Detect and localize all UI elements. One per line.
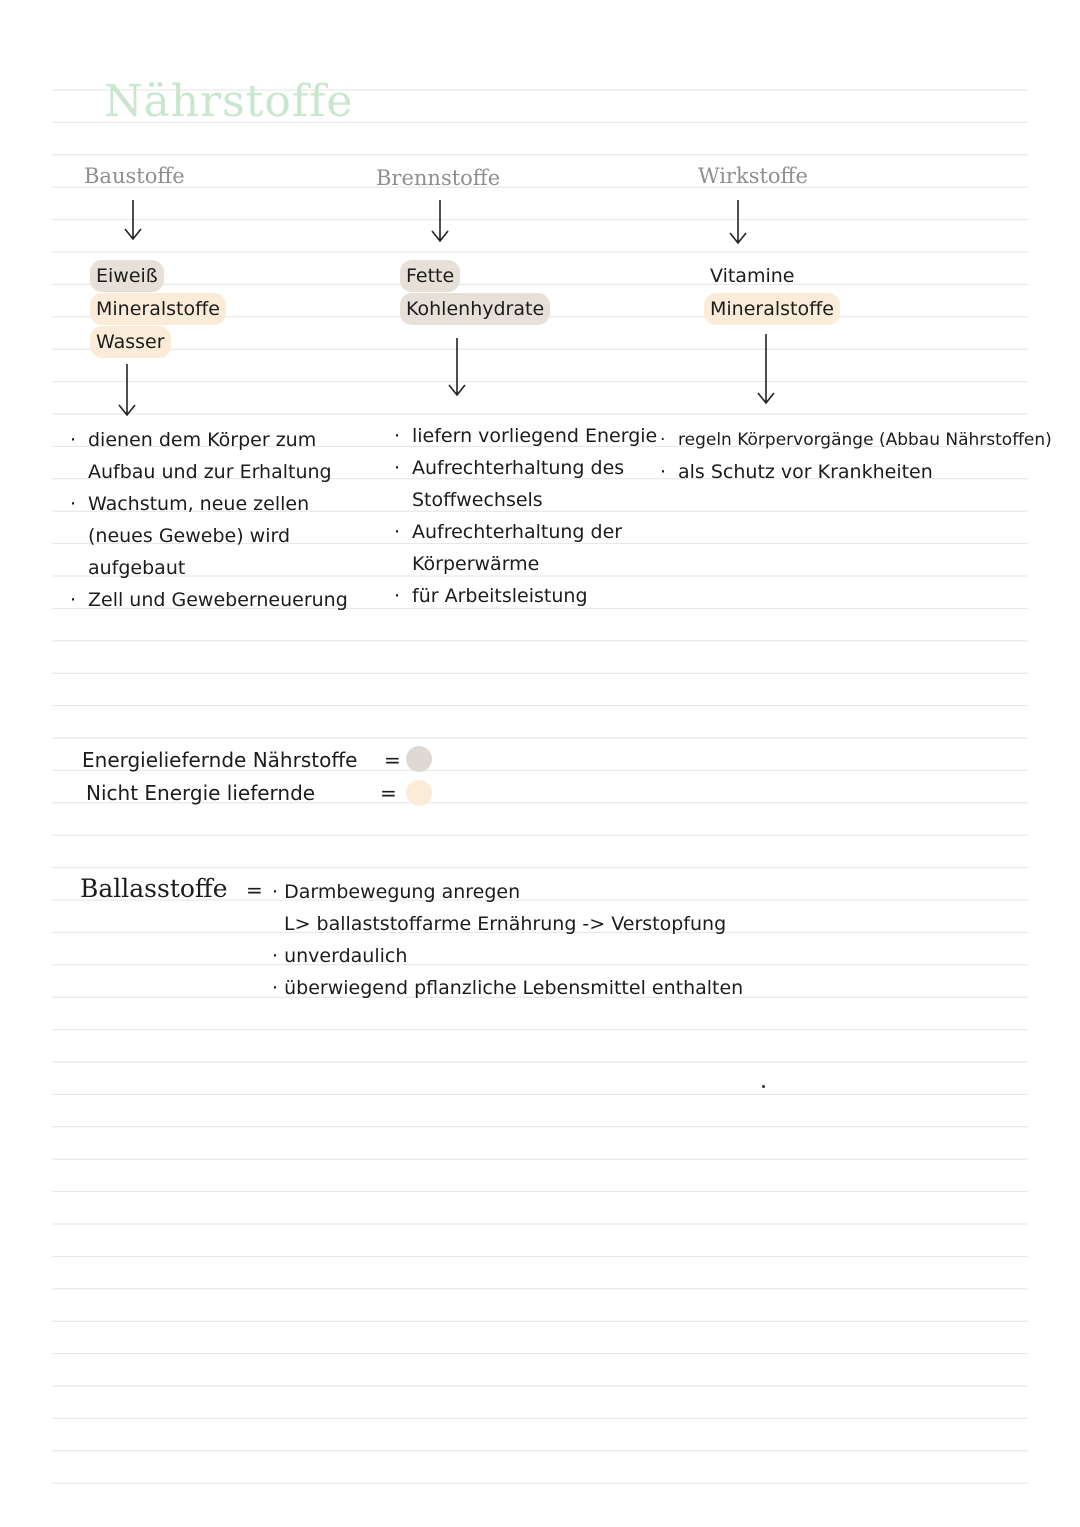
down-arrow-icon	[122, 198, 144, 242]
brennstoffe-notes	[390, 420, 660, 612]
legend-label-non-energy: Nicht Energie liefernde	[86, 781, 316, 805]
ballast-point: · Darmbewegung anregen	[272, 881, 521, 903]
ballast-point-text: überwiegend pflanzliche Lebensmittel enthalten	[284, 977, 744, 999]
ballast-point-text: unverdaulich	[284, 945, 408, 967]
note-item: · als Schutz vor Krankheiten	[656, 456, 1056, 488]
legend-equals: =	[380, 781, 397, 805]
ballast-term: Ballasstoffe	[80, 874, 228, 903]
ballast-point: · überwiegend pflanzliche Lebensmittel enthalten	[272, 977, 744, 999]
item-wasser: Wasser	[90, 326, 171, 358]
heading-baustoffe: Baustoffe	[84, 164, 185, 188]
legend-swatch-grey	[406, 746, 432, 772]
heading-brennstoffe: Brennstoffe	[376, 166, 501, 190]
item-mineralstoffe: Mineralstoffe	[90, 293, 226, 325]
note-item: · regeln Körpervorgänge (Abbau Nährstoffen)	[656, 424, 1056, 456]
heading-wirkstoffe: Wirkstoffe	[698, 164, 808, 188]
item-eiweiss: Eiweiß	[90, 260, 164, 292]
note-item: · Zell und Geweberneuerung	[66, 584, 356, 616]
down-arrow-icon	[429, 198, 451, 244]
item-kohlenhydrate: Kohlenhydrate	[400, 293, 550, 325]
ballast-arrow-note: L> ballaststoffarme Ernährung -> Verstopfung	[284, 913, 727, 935]
legend-equals: =	[384, 748, 401, 772]
wirkstoffe-notes	[656, 424, 1056, 488]
ink-dot	[762, 1085, 765, 1088]
legend-swatch-peach	[406, 780, 432, 806]
note-item: · Aufrechterhaltung der Körperwärme	[390, 516, 660, 580]
legend-label-energy: Energieliefernde Nährstoffe	[82, 748, 358, 772]
note-item: · liefern vorliegend Energie	[390, 420, 660, 452]
down-arrow-icon	[727, 198, 749, 246]
baustoffe-notes	[66, 424, 356, 616]
item-mineralstoffe-wirk: Mineralstoffe	[704, 293, 840, 325]
down-arrow-icon	[446, 336, 468, 398]
note-item: · Aufrechterhaltung des Stoffwechsels	[390, 452, 660, 516]
note-item: · für Arbeitsleistung	[390, 580, 660, 612]
down-arrow-icon	[116, 362, 138, 418]
item-fette: Fette	[400, 260, 460, 292]
note-item: · dienen dem Körper zum Aufbau und zur Erhaltung	[66, 424, 356, 488]
ballast-point-text: Darmbewegung anregen	[284, 881, 521, 903]
page-title: Nährstoffe	[104, 76, 354, 127]
ballast-point: · unverdaulich	[272, 945, 408, 967]
note-item: · Wachstum, neue zellen (neues Gewebe) wird aufgebaut	[66, 488, 356, 584]
down-arrow-icon	[755, 332, 777, 406]
item-vitamine: Vitamine	[710, 265, 795, 287]
ballast-equals: =	[246, 878, 263, 902]
